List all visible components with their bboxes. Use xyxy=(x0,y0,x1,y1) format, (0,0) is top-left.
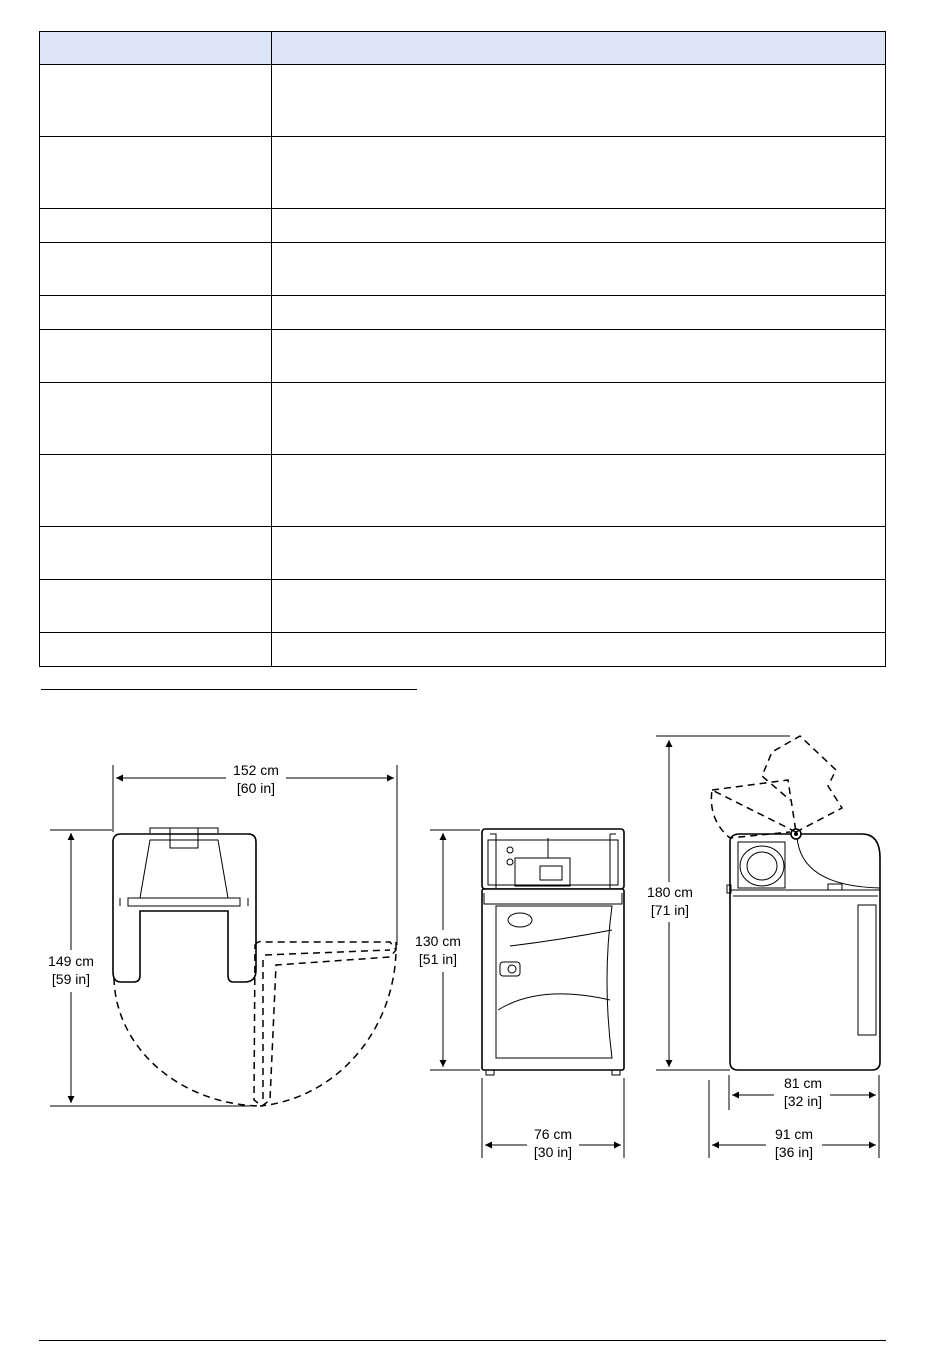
lid-open-outline-right xyxy=(762,736,842,832)
table-cell xyxy=(272,633,886,667)
table-cell xyxy=(40,65,272,137)
specifications-table xyxy=(39,31,886,667)
table-row xyxy=(40,455,886,527)
side-view xyxy=(647,736,880,1160)
lid-open-outline-left-top xyxy=(712,780,796,832)
table-cell xyxy=(272,65,886,137)
top-depth-metric-label: 149 cm xyxy=(48,953,94,969)
top-width-metric-label: 152 cm xyxy=(233,762,279,778)
table-cell xyxy=(40,633,272,667)
table-row xyxy=(40,330,886,383)
table-row xyxy=(40,633,886,667)
table-row xyxy=(40,65,886,137)
figure-title-rule xyxy=(41,689,417,690)
side-height-imperial-label: [71 in] xyxy=(650,902,690,918)
table-cell xyxy=(272,137,886,209)
table-cell xyxy=(40,137,272,209)
top-depth-imperial-label: [59 in] xyxy=(51,971,91,987)
side-depth-metric-label: 81 cm xyxy=(783,1075,823,1091)
side-height-metric-label: 180 cm xyxy=(647,884,693,900)
table-cell xyxy=(40,383,272,455)
analyzer-top-lid-edge xyxy=(150,828,218,833)
door-swing-arc-right xyxy=(260,942,396,1106)
table-cell xyxy=(272,527,886,580)
header-cell-specification xyxy=(40,32,272,65)
front-view xyxy=(415,829,624,1160)
table-cell xyxy=(40,527,272,580)
side-depth-open-metric-label: 91 cm xyxy=(774,1126,814,1142)
table-cell xyxy=(40,296,272,330)
table-cell xyxy=(272,383,886,455)
door-swing-arc-left xyxy=(114,978,260,1106)
table-cell xyxy=(272,455,886,527)
top-width-imperial-label: [60 in] xyxy=(236,780,276,796)
door-open-outline xyxy=(254,941,396,1106)
table-cell xyxy=(40,455,272,527)
table-row xyxy=(40,527,886,580)
table-row xyxy=(40,243,886,296)
front-width-imperial-label: [30 in] xyxy=(533,1144,573,1160)
table-cell xyxy=(40,243,272,296)
table-cell xyxy=(272,296,886,330)
dimension-drawing xyxy=(0,700,950,1180)
page-footer-rule xyxy=(39,1340,886,1341)
table-row xyxy=(40,296,886,330)
table-row xyxy=(40,580,886,633)
top-view xyxy=(48,762,397,1106)
analyzer-top-outline xyxy=(113,834,256,982)
front-width-metric-label: 76 cm xyxy=(533,1126,573,1142)
front-height-metric-label: 130 cm xyxy=(415,933,461,949)
door-open-inner-line xyxy=(265,950,390,955)
front-height-imperial-label: [51 in] xyxy=(418,951,458,967)
lid-hinge-pin xyxy=(794,832,798,836)
analyzer-front-lower-cabinet xyxy=(482,889,624,1070)
table-cell xyxy=(40,580,272,633)
table-header-row xyxy=(40,32,886,65)
lid-open-outline-left xyxy=(711,790,796,838)
table-cell xyxy=(40,209,272,243)
table-row xyxy=(40,383,886,455)
side-depth-open-imperial-label: [36 in] xyxy=(774,1144,814,1160)
table-cell xyxy=(272,580,886,633)
table-cell xyxy=(272,330,886,383)
table-row xyxy=(40,209,886,243)
side-depth-imperial-label: [32 in] xyxy=(783,1093,823,1109)
table-cell xyxy=(40,330,272,383)
table-row xyxy=(40,137,886,209)
header-cell-details xyxy=(272,32,886,65)
table-cell xyxy=(272,209,886,243)
table-cell xyxy=(272,243,886,296)
